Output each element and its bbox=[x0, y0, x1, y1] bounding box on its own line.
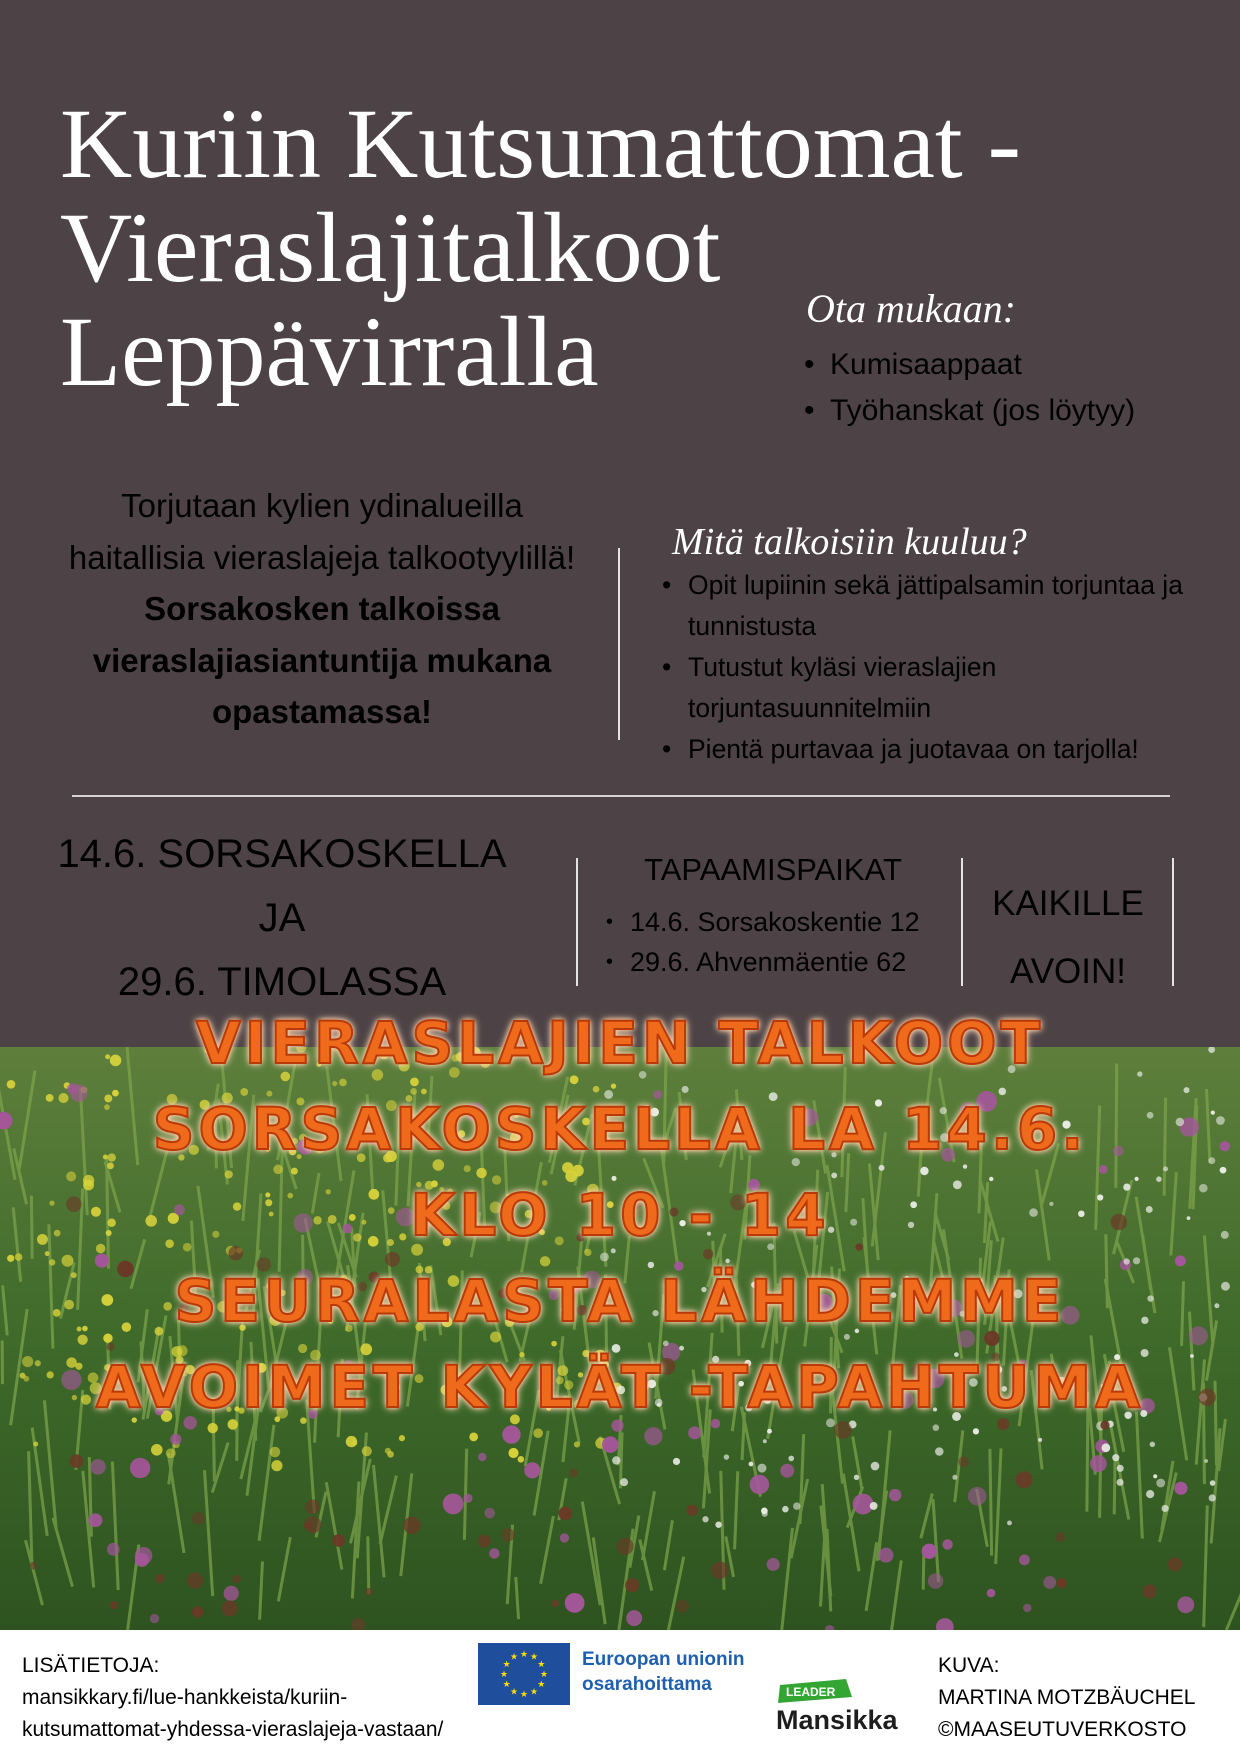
flower-dot bbox=[676, 1600, 689, 1613]
flower-dot bbox=[854, 1475, 859, 1480]
flower-dot bbox=[489, 1548, 499, 1558]
flower-dot bbox=[478, 1535, 491, 1548]
more-info bbox=[22, 1650, 443, 1746]
flower-dot bbox=[1153, 1474, 1157, 1478]
flower-dot bbox=[130, 1458, 150, 1478]
title-line: Vieraslajitalkoot bbox=[60, 192, 721, 303]
eu-star-icon: ★ bbox=[537, 1680, 546, 1690]
flower-dot bbox=[558, 1507, 572, 1521]
flower-dot bbox=[1056, 1532, 1066, 1542]
flower-dot bbox=[1177, 1596, 1194, 1613]
flower-dot bbox=[1209, 1494, 1216, 1501]
flower-dot bbox=[362, 1446, 372, 1456]
flower-dot bbox=[871, 1462, 880, 1471]
flower-dot bbox=[518, 1456, 525, 1463]
flower-dot bbox=[403, 1517, 420, 1534]
flower-dot bbox=[484, 1508, 495, 1519]
title-line: Kuriin Kutsumattomat - bbox=[60, 88, 1021, 199]
flower-dot bbox=[222, 1601, 238, 1617]
eu-star-icon: ★ bbox=[529, 1652, 539, 1663]
intro-text bbox=[22, 480, 622, 738]
flower-dot bbox=[552, 1600, 559, 1607]
more-info-link[interactable]: kutsumattomat-yhdessa-vieraslajeja-vastaan/ bbox=[22, 1718, 444, 1741]
leader-tag-text: LEADER bbox=[786, 1685, 836, 1699]
includes-item: • Tutustut kyläsi vieraslajien torjuntasuunnitelmiin bbox=[688, 647, 1218, 729]
flower-dot bbox=[33, 1441, 38, 1446]
flower-dot bbox=[922, 1544, 937, 1559]
eu-star-icon: ★ bbox=[539, 1670, 549, 1680]
open-to-all bbox=[968, 870, 1168, 1006]
flower-dot bbox=[569, 1468, 578, 1477]
flower-dot bbox=[1016, 1471, 1033, 1488]
flower-dot bbox=[469, 1433, 478, 1442]
flower-dot bbox=[1101, 1443, 1110, 1452]
column-divider bbox=[1172, 858, 1174, 986]
eu-star-icon: ★ bbox=[502, 1680, 511, 1690]
flower-dot bbox=[958, 1456, 969, 1467]
flower-dot bbox=[107, 1543, 120, 1556]
bring-item: • Kumisaappaat bbox=[830, 342, 1135, 388]
flower-dot bbox=[135, 1547, 153, 1565]
flower-dot bbox=[686, 1505, 698, 1517]
eu-star-icon: ★ bbox=[509, 1652, 519, 1663]
flower-dot bbox=[151, 1444, 163, 1456]
flower-dot bbox=[192, 1512, 205, 1525]
flower-dot bbox=[365, 1588, 373, 1596]
flower-dot bbox=[1143, 1584, 1157, 1598]
flower-dot bbox=[508, 1448, 518, 1458]
flower-dot bbox=[879, 1548, 894, 1563]
banner-line: SEURALASTA LÄHDEMME bbox=[174, 1267, 1066, 1335]
bring-item: • Työhanskat (jos löytyy) bbox=[830, 388, 1135, 434]
flower-dot bbox=[889, 1489, 901, 1501]
flower-dot bbox=[233, 1575, 242, 1584]
flower-dot bbox=[304, 1522, 312, 1530]
credit-label: KUVA: bbox=[938, 1654, 1000, 1677]
column-divider bbox=[961, 858, 963, 986]
eu-line: Euroopan unionin bbox=[582, 1649, 745, 1670]
flower-dot bbox=[443, 1494, 464, 1515]
flower-dot bbox=[715, 1521, 721, 1527]
flower-dot bbox=[524, 1462, 540, 1478]
open-line: KAIKILLE bbox=[992, 884, 1144, 923]
flower-dot bbox=[761, 1507, 768, 1514]
flower-dot bbox=[749, 1462, 754, 1467]
flower-dot bbox=[70, 1454, 84, 1468]
eu-line: osarahoittama bbox=[582, 1674, 712, 1695]
flower-dot bbox=[673, 1458, 680, 1465]
flower-dot bbox=[1038, 1438, 1042, 1442]
section-divider bbox=[72, 795, 1170, 797]
flower-dot bbox=[757, 1464, 766, 1473]
flower-dot bbox=[30, 1562, 38, 1570]
more-info-label: LISÄTIETOJA: bbox=[22, 1654, 160, 1677]
includes-item: • Opit lupiinin sekä jättipalsamin torjuntaa ja tunnistusta bbox=[688, 565, 1218, 647]
eu-star-icon: ★ bbox=[537, 1660, 546, 1670]
eu-star-icon: ★ bbox=[519, 1690, 529, 1700]
leader-logo-name: Mansikka bbox=[776, 1705, 898, 1735]
flower-dot bbox=[352, 1440, 357, 1445]
flower-dot bbox=[385, 1448, 391, 1454]
flower-dot bbox=[724, 1454, 729, 1459]
grass-blade bbox=[990, 1449, 992, 1556]
flower-dot bbox=[1043, 1576, 1056, 1589]
grass-blade bbox=[1114, 1460, 1115, 1515]
eu-star-icon: ★ bbox=[509, 1687, 519, 1698]
flower-dot bbox=[224, 1586, 239, 1601]
flower-dot bbox=[711, 1561, 729, 1579]
column-divider bbox=[618, 548, 620, 740]
eu-star-icon: ★ bbox=[502, 1660, 511, 1670]
flower-dot bbox=[1023, 1604, 1031, 1612]
banner-line: AVOIMET KYLÄT -TAPAHTUMA bbox=[95, 1353, 1145, 1421]
flower-dot bbox=[782, 1506, 788, 1512]
flower-dot bbox=[560, 1533, 569, 1542]
flower-dot bbox=[870, 1502, 878, 1510]
banner-line: KLO 10 - 14 bbox=[410, 1181, 830, 1249]
flower-dot bbox=[1210, 1480, 1216, 1486]
flower-dot bbox=[780, 1464, 794, 1478]
includes-list bbox=[688, 565, 1218, 770]
title-line: Leppävirralla bbox=[60, 296, 599, 407]
flower-dot bbox=[1116, 1479, 1123, 1486]
flower-dot bbox=[617, 1538, 634, 1555]
flower-dot bbox=[478, 1453, 486, 1461]
flower-dot bbox=[90, 1459, 106, 1475]
meeting-item: • 29.6. Ahvenmäentie 62 bbox=[630, 942, 920, 982]
eu-star-icon: ★ bbox=[499, 1670, 509, 1680]
bring-heading: Ota mukaan: bbox=[806, 286, 1016, 331]
event-dates bbox=[8, 822, 556, 1014]
flower-dot bbox=[1056, 1578, 1066, 1588]
flower-dot bbox=[702, 1516, 708, 1522]
flower-dot bbox=[155, 1574, 164, 1583]
flower-dot bbox=[1146, 1490, 1154, 1498]
flower-dot bbox=[928, 1573, 944, 1589]
flower-dot bbox=[987, 1589, 996, 1598]
event-banner bbox=[0, 1000, 1240, 1430]
flower-dot bbox=[767, 1558, 780, 1571]
credit-org: ©MAASEUTUVERKOSTO bbox=[938, 1718, 1187, 1741]
flower-dot bbox=[952, 1475, 957, 1480]
flower-dot bbox=[602, 1436, 618, 1452]
banner-line: VIERASLAJIEN TALKOOT bbox=[195, 1009, 1045, 1077]
flower-dot bbox=[399, 1435, 405, 1441]
flower-dot bbox=[968, 1487, 987, 1506]
flower-dot bbox=[89, 1513, 103, 1527]
flower-dot bbox=[1007, 1520, 1012, 1525]
grass-blade bbox=[368, 1536, 369, 1594]
flower-dot bbox=[1090, 1455, 1107, 1472]
flower-dot bbox=[612, 1456, 620, 1464]
bring-list bbox=[830, 342, 1135, 434]
flower-dot bbox=[1150, 1442, 1155, 1447]
flower-dot bbox=[332, 1534, 345, 1547]
flower-dot bbox=[187, 1572, 203, 1588]
flower-dot bbox=[750, 1475, 769, 1494]
more-info-link[interactable]: mansikkary.fi/lue-hankkeista/kuriin- bbox=[22, 1686, 348, 1709]
intro-bold-line: Sorsakosken talkoissa bbox=[144, 590, 500, 627]
credit-name: MARTINA MOTZBÄUCHEL bbox=[938, 1686, 1196, 1709]
eu-funding-text bbox=[582, 1647, 745, 1697]
flower-dot bbox=[192, 1606, 203, 1617]
flower-dot bbox=[170, 1434, 181, 1445]
flower-dot bbox=[1156, 1479, 1165, 1488]
flower-dot bbox=[270, 1447, 281, 1458]
flower-dot bbox=[788, 1456, 794, 1462]
date-line: 29.6. TIMOLASSA bbox=[117, 960, 447, 1004]
eu-star-icon: ★ bbox=[529, 1687, 539, 1698]
flower-dot bbox=[150, 1614, 159, 1623]
intro-bold-line: opastamassa! bbox=[211, 693, 433, 730]
flower-dot bbox=[1204, 1459, 1208, 1463]
flower-dot bbox=[574, 1441, 580, 1447]
eu-flag-icon bbox=[478, 1643, 570, 1705]
flower-dot bbox=[565, 1593, 585, 1613]
includes-heading: Mitä talkoisiin kuuluu? bbox=[672, 521, 1027, 563]
flower-dot bbox=[625, 1578, 639, 1592]
flower-dot bbox=[166, 1448, 176, 1458]
banner-line: SORSAKOSKELLA LA 14.6. bbox=[152, 1095, 1088, 1163]
photo-credit bbox=[938, 1650, 1195, 1746]
flower-dot bbox=[942, 1539, 952, 1549]
includes-item: • Pientä purtavaa ja juotavaa on tarjolla! bbox=[688, 729, 1218, 770]
flower-dot bbox=[110, 1601, 118, 1609]
flower-dot bbox=[501, 1528, 514, 1541]
meeting-item: • 14.6. Sorsakoskentie 12 bbox=[630, 902, 920, 942]
open-line: AVOIN! bbox=[1009, 952, 1127, 991]
flower-dot bbox=[1019, 1554, 1030, 1565]
flower-dot bbox=[1168, 1557, 1182, 1571]
eu-star-icon: ★ bbox=[519, 1650, 529, 1660]
flower-dot bbox=[626, 1610, 642, 1626]
leader-logo-tag bbox=[776, 1679, 854, 1703]
flower-dot bbox=[1112, 1454, 1119, 1461]
flower-dot bbox=[620, 1478, 628, 1486]
intro-line: Torjutaan kylien ydinalueilla bbox=[121, 487, 523, 524]
flower-dot bbox=[463, 1494, 472, 1503]
flower-dot bbox=[1161, 1505, 1168, 1512]
date-line: JA bbox=[258, 896, 306, 940]
flower-dot bbox=[1117, 1465, 1124, 1472]
meeting-heading: TAPAAMISPAIKAT bbox=[644, 852, 902, 887]
flower-dot bbox=[793, 1502, 800, 1509]
flower-dot bbox=[763, 1439, 767, 1443]
date-line: 14.6. SORSAKOSKELLA bbox=[57, 832, 507, 876]
flower-dot bbox=[271, 1460, 282, 1471]
intro-bold-line: vieraslajiasiantuntija mukana bbox=[92, 641, 552, 679]
flower-dot bbox=[1174, 1482, 1187, 1495]
flower-dot bbox=[935, 1447, 944, 1456]
intro-line: haitallisia vieraslajeja talkootyylillä! bbox=[68, 538, 576, 576]
flower-dot bbox=[305, 1499, 320, 1514]
meeting-list bbox=[630, 902, 920, 982]
